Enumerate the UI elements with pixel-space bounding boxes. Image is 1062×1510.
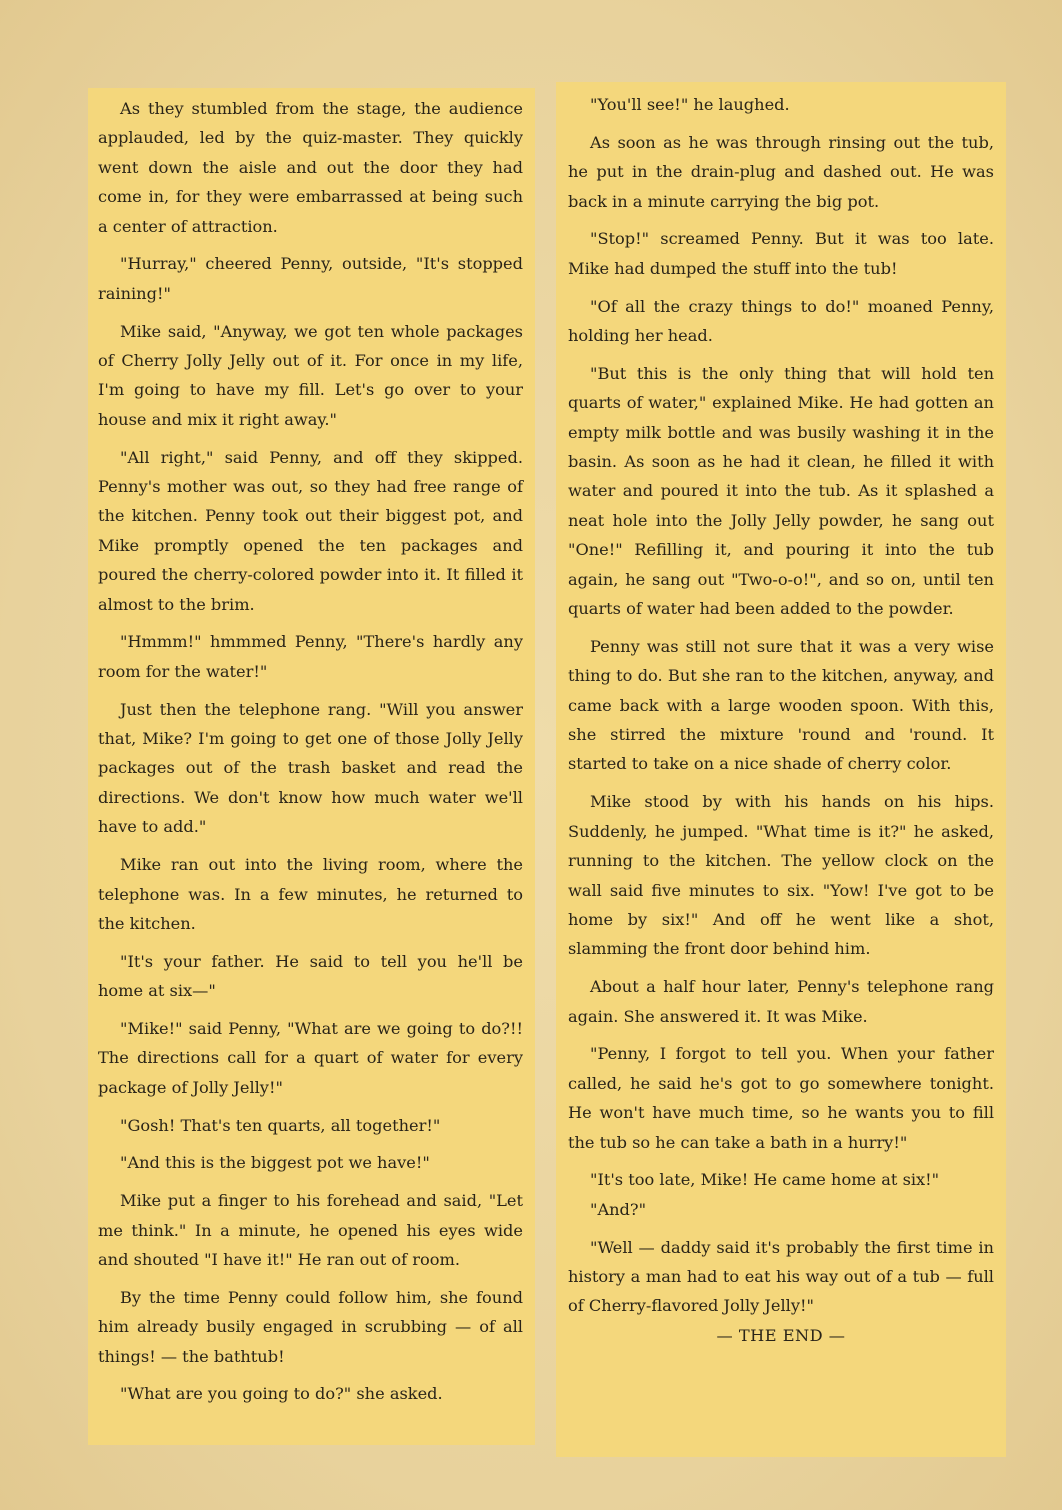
paragraph: Mike said, "Anyway, we got ten whole packages of Cherry Jolly Jelly out of it. For once in my life, I'm going to have my fill. Let's go over to your house and mix it right away.": [98, 321, 523, 429]
paragraph: "You'll see!" he laughed.: [590, 95, 790, 114]
paragraph: "Hmmm!" hmmmed Penny, "There's hardly any room for the water!": [98, 632, 523, 681]
left-text-column: [88, 88, 535, 1445]
paragraph: "Penny, I forgot to tell you. When your father called, he said he's got to go somewhere tonight. He won't have much time, so he wants you to fill the tub so he can take a bath in a hurry!": [568, 1044, 994, 1152]
paragraph: About a half hour later, Penny's telephone rang again. She answered it. It was Mike.: [568, 977, 994, 1026]
paragraph: "It's your father. He said to tell you he'll be home at six—": [98, 951, 523, 1001]
paragraph: Mike ran out into the living room, where the telephone was. In a few minutes, he returned to the kitchen.: [98, 855, 523, 933]
right-text-column: [556, 82, 1006, 1457]
paragraph: Just then the telephone rang. "Will you answer that, Mike? I'm going to get one of those Jolly Jelly packages out of the trash basket and read the directions. We don't know how much water we'll have to add.": [98, 699, 523, 837]
paragraph: "Hurray," cheered Penny, outside, "It's stopped raining!": [98, 254, 523, 303]
paragraph: By the time Penny could follow him, she found him already busily engaged in scrubbing — of all things! — the bathtub!: [98, 1287, 523, 1366]
the-end-marker: — THE END —: [716, 1325, 846, 1345]
paragraph: "It's too late, Mike! He came home at six!": [590, 1170, 940, 1190]
paragraph: "Gosh! That's ten quarts, all together!": [120, 1115, 441, 1135]
paragraph: Mike put a finger to his forehead and said, "Let me think." In a minute, he opened his eyes wide and shouted "I have it!" He ran out of room.: [98, 1191, 523, 1269]
paragraph: "And?": [590, 1199, 647, 1219]
paragraph: "But this is the only thing that will hold ten quarts of water," explained Mike. He had gotten an empty milk bottle and was busily washing it in the basin. As soon as he had it clean, he filled it with water and poured it into the tub. As it splashed a neat hole into the Jolly Jelly powder, he sang out "One!" Refilling it, and pouring it into the tub again, he sang out "Two-o-o!", and so on, until ten quarts of water had been added to the powder.: [568, 363, 994, 619]
paragraph: "What are you going to do?" she asked.: [120, 1384, 443, 1404]
paragraph: Penny was still not sure that it was a very wise thing to do. But she ran to the kitchen, anyway, and came back with a large wooden spoon. With this, she stirred the mixture 'round and 'round. It started to take on a nice shade of cherry color.: [568, 636, 994, 774]
paragraph: As soon as he was through rinsing out the tub, he put in the drain-plug and dashed out. He was back in a minute carrying the big pot.: [568, 132, 994, 211]
paragraph: "Mike!" said Penny, "What are we going to do?!! The directions call for a quart of water for every package of Jolly Jelly!": [98, 1018, 523, 1097]
paragraph: "Of all the crazy things to do!" moaned Penny, holding her head.: [568, 296, 994, 346]
paragraph: "Stop!" screamed Penny. But it was too late. Mike had dumped the stuff into the tub!: [568, 229, 994, 278]
paragraph: Mike stood by with his hands on his hips. Suddenly, he jumped. "What time is it?" he asked, running to the kitchen. The yellow clock on the wall said five minutes to six. "Yow! I've got to be home by six!" And off he went like a shot, slamming the front door behind him.: [568, 792, 994, 959]
paragraph: As they stumbled from the stage, the audience applauded, led by the quiz-master. They quickly went down the aisle and out the door they had come in, for they were embarrassed at being such a center of attraction.: [98, 99, 523, 236]
paragraph: "And this is the biggest pot we have!": [120, 1153, 430, 1173]
paragraph: "All right," said Penny, and off they skipped. Penny's mother was out, so they had free range of the kitchen. Penny took out their biggest pot, and Mike promptly opened the ten packages and poured the cherry-colored powder into it. It filled it almost to the brim.: [98, 447, 523, 614]
paragraph: "Well — daddy said it's probably the first time in history a man had to eat his way out of a tub — full of Cherry-flavored Jolly Jelly!": [568, 1237, 994, 1316]
